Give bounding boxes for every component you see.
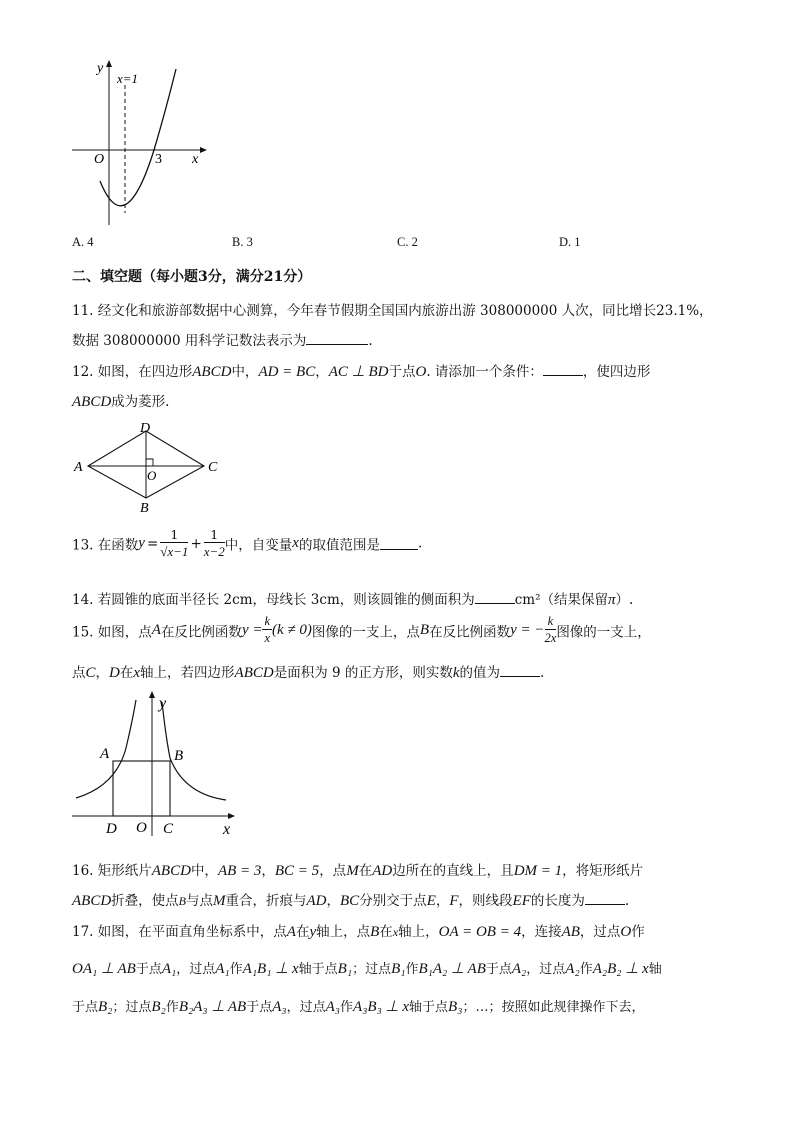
q15-quad: ABCD (234, 665, 274, 681)
q15-end: . (540, 665, 545, 681)
q16-point-m: M (213, 893, 226, 909)
q16-point-f: F (449, 893, 459, 909)
q13-fraction-1 (160, 527, 188, 560)
q12-line2 (72, 390, 169, 411)
q17-var-x: x (392, 925, 399, 939)
option-c-letter: C. (397, 235, 409, 249)
q17-point: A₃ (272, 999, 287, 1015)
point-d-label: D (106, 821, 117, 837)
q16-text: ， (326, 893, 341, 909)
q17-point: A₂ (511, 961, 527, 977)
point-o-label: O (147, 468, 157, 483)
q15-text: 轴上，若四边形 (140, 665, 235, 681)
q15-func2-denominator: 2x (544, 631, 557, 645)
q16-segment-ad: AD (306, 893, 327, 909)
q17-text: ；过点 (112, 1000, 152, 1015)
q17-text: 作 (340, 1000, 354, 1015)
q17-point: A₁ (161, 961, 177, 977)
q17-point: B₁ (391, 961, 406, 977)
q15-func2-numerator: k (545, 614, 557, 630)
q13-answer-blank[interactable] (380, 537, 418, 550)
q15-text: 点 (72, 665, 86, 681)
q16-text: 与点 (186, 893, 214, 909)
option-b-value: 3 (246, 235, 253, 249)
q14-answer-blank[interactable] (475, 591, 515, 604)
q17-point: A₂ (565, 961, 580, 977)
q15-var-k: k (452, 665, 460, 681)
q16-ab: AB = 3 (217, 863, 262, 879)
q17-text: ，过点 (286, 1000, 326, 1015)
q17-text: ，过点 (526, 962, 566, 977)
x-axis-arrow (200, 147, 207, 153)
q17-point: B₁ (337, 961, 353, 977)
q17-relation: B₂A₃ ⊥ AB (178, 999, 247, 1015)
rhombus-figure (66, 418, 226, 516)
q17-segment-ab: AB (561, 924, 580, 940)
symmetry-axis-label: x=1 (117, 71, 139, 86)
q16-text: 重合，折痕与 (225, 893, 307, 909)
q17-text: 轴于点 (409, 1000, 449, 1015)
q17-point: A₁ (215, 961, 230, 977)
q16-bc: BC = 5 (274, 863, 320, 879)
vertex-b-label: B (140, 501, 149, 516)
q17-text: 作 (579, 962, 593, 977)
q12-text: 12. 如图，在四边形 (72, 364, 193, 380)
q17-point: A₃ (325, 999, 341, 1015)
q15-text: 图像的一支上， (556, 624, 651, 641)
q16-dm: DM = 1 (513, 863, 563, 879)
vertex-c-label: C (208, 460, 218, 475)
q12-point: O (415, 364, 427, 380)
parabola-curve (100, 69, 176, 206)
x-axis-arrow (228, 813, 235, 819)
y-axis-arrow (149, 691, 155, 698)
q17-relation: OA₁ ⊥ AB (72, 961, 136, 977)
q12-text: 于点 (388, 364, 416, 380)
q15-var-x: x (133, 665, 141, 681)
q12-line1 (72, 360, 650, 381)
x-axis-label: x (223, 821, 231, 838)
q17-var-y: y (309, 924, 317, 940)
q14-line (72, 588, 633, 609)
q17-text: 轴于点 (298, 962, 338, 977)
vertex-a-label: A (74, 460, 83, 475)
q11-line1: 11. 经文化和旅游部数据中心测算，今年春节假期全国国内旅游出游 308000000 人次，同比增长23.1%， (72, 303, 713, 319)
origin-label: O (94, 152, 105, 167)
q12-answer-blank[interactable] (543, 363, 583, 376)
q16-text: 的长度为 (530, 893, 585, 909)
q14-pi: π (608, 592, 616, 608)
q16-point-m: M (346, 863, 359, 879)
q12-quad: ABCD (72, 394, 112, 410)
q12-condition-1: AD = BC (258, 364, 316, 380)
q13-denominator-1: √x−1 (160, 544, 189, 559)
q17-text: 作 (405, 962, 419, 977)
x-axis-label: x (192, 152, 199, 167)
q13-numerator-1: 1 (160, 527, 188, 543)
q17-text: 17. 如图，在平面直角坐标系中，点 (72, 924, 287, 940)
q17-point-a: A (286, 924, 296, 940)
q15-point-b: B (419, 622, 430, 638)
option-d (559, 235, 581, 250)
q17-text: 轴 (648, 962, 662, 977)
point-a-label: A (100, 746, 110, 762)
q15-text: 是面积为 9 的正方形，则实数 (273, 665, 453, 681)
q16-point-e: E (426, 893, 436, 909)
q11-answer-blank[interactable] (306, 332, 368, 345)
q13-end: . (417, 535, 423, 552)
q16-text: ，则线段 (458, 893, 513, 909)
q13-numerator-2: 1 (204, 527, 225, 543)
q17-text: 在 (295, 924, 310, 940)
q17-text: 于点 (72, 1000, 99, 1015)
q12-text: ， (315, 364, 329, 380)
q11-line2 (72, 329, 373, 349)
q17-line2 (72, 958, 662, 978)
q12-condition-2: AC ⊥ BD (328, 364, 389, 380)
q12-text: . 请添加一个条件： (426, 364, 543, 380)
q13-denominator-2: x−2 (203, 544, 225, 559)
q17-relation: A₃B₃ ⊥ x (353, 999, 410, 1015)
q13-var-y: y (138, 535, 145, 551)
q17-point: B₂ (98, 999, 113, 1015)
inverse-function-graph (66, 688, 244, 838)
point-c-label: C (163, 821, 174, 837)
square-abcd (113, 761, 170, 816)
q15-text: ， (95, 665, 110, 681)
q17-text: ；…；按照如此规律操作下去， (462, 1000, 645, 1015)
q14-text: 14. 若圆锥的底面半径长 2cm，母线长 3cm，则该圆锥的侧面积为 (72, 592, 475, 608)
q17-relation: A₁B₁ ⊥ x (242, 961, 299, 977)
y-axis-label: y (159, 695, 167, 712)
q16-quad: ABCD (151, 863, 191, 879)
q16-segment-ad: AD (372, 863, 393, 879)
option-b-letter: B. (232, 235, 244, 249)
q16-text: 中， (190, 863, 218, 879)
hyperbola-right-branch (162, 702, 226, 800)
q17-text: 作 (229, 962, 243, 977)
q14-end: ）. (615, 592, 634, 608)
q16-text: ， (435, 893, 450, 909)
q15-func2-lhs: y = − (510, 622, 545, 638)
q17-text: ，连接 (521, 924, 562, 940)
q17-text: 于点 (246, 1000, 273, 1015)
q17-text: ，过点 (176, 962, 216, 977)
option-b (232, 235, 253, 250)
q13-fraction-2 (204, 527, 225, 560)
q17-relation: B₁A₂ ⊥ AB (418, 961, 486, 977)
q15-func1-lhs: y = (241, 622, 263, 638)
q16-text: 折叠，使点 (111, 893, 179, 909)
q17-text: 于点 (135, 962, 162, 977)
q17-text: 轴上，点 (316, 924, 371, 940)
option-d-letter: D. (559, 235, 572, 249)
origin-label: O (136, 820, 147, 836)
y-axis-label: y (97, 61, 104, 76)
option-a (72, 235, 94, 250)
q13-plus: + (190, 535, 202, 552)
q15-text: 图像的一支上，点 (311, 624, 420, 641)
q17-line1 (72, 920, 645, 941)
root-label: 3 (155, 152, 162, 167)
q17-equation: OA = OB = 4 (438, 924, 522, 940)
q16-end: . (624, 893, 630, 909)
q13-text: 中，自变量 (224, 537, 293, 554)
q17-text: 在 (379, 924, 393, 940)
q13-text: 13. 在函数 (72, 537, 139, 554)
q12-text: 成为菱形. (111, 394, 170, 410)
q16-line1 (72, 859, 643, 880)
q17-point: B₂ (151, 999, 166, 1015)
right-angle-mark (146, 459, 153, 466)
q14-unit: cm²（结果保留 (514, 592, 609, 608)
q15-func2-fraction (545, 614, 557, 647)
option-a-letter: A. (72, 235, 85, 249)
q13-equals: = (146, 535, 159, 552)
q15-func1-fraction (262, 614, 272, 647)
q13-text: 的取值范围是 (298, 537, 380, 554)
q15-text: 的值为 (459, 665, 501, 681)
q16-answer-blank[interactable] (585, 892, 625, 905)
q15-text: 15. 如图，点 (72, 624, 152, 641)
q15-func1-condition: (k ≠ 0) (272, 622, 312, 638)
q11-end: . (368, 333, 373, 349)
q17-text: 轴上， (398, 924, 439, 940)
q16-text: ，将矩形纸片 (562, 863, 644, 879)
q12-text: 中， (231, 364, 259, 380)
point-b-label: B (174, 748, 184, 764)
option-c (397, 235, 418, 250)
q17-text: 作 (631, 924, 645, 940)
q15-line2 (72, 661, 544, 682)
q17-relation: A₂B₂ ⊥ x (592, 961, 649, 977)
option-d-value: 1 (574, 235, 581, 249)
q17-point-o: O (620, 924, 632, 940)
q16-text: 16. 矩形纸片 (72, 863, 152, 879)
q15-text: 在反比例函数 (160, 624, 242, 641)
q15-func1-numerator: k (264, 614, 271, 628)
q15-func1-denominator: x (264, 631, 271, 645)
option-c-value: 2 (411, 235, 418, 249)
q16-segment-ef: EF (512, 893, 531, 909)
q15-point-a: A (151, 622, 161, 638)
y-axis-arrow (106, 60, 112, 67)
q15-point-c: C (85, 665, 96, 681)
q17-point-b: B (370, 924, 380, 940)
q11-text: 数据 308000000 用科学记数法表示为 (72, 333, 307, 349)
q17-text: 于点 (485, 962, 512, 977)
q15-point-d: D (109, 665, 120, 681)
q16-text: 分别交于点 (359, 893, 427, 909)
q16-text: 边所在的直线上，且 (392, 863, 514, 879)
q17-point: B₃ (448, 999, 463, 1015)
q15-answer-blank[interactable] (500, 664, 540, 677)
q16-text: ， (261, 863, 275, 879)
q16-text: 在 (358, 863, 373, 879)
vertex-d-label: D (140, 421, 151, 436)
q17-text: ，过点 (579, 924, 621, 940)
q16-line2 (72, 889, 629, 910)
q16-point-b: B (178, 894, 187, 908)
option-a-value: 4 (87, 235, 94, 249)
q17-line3 (72, 996, 644, 1016)
q16-quad: ABCD (72, 893, 112, 909)
q16-segment-bc: BC (340, 893, 360, 909)
section-title: 二、填空题（每小题3分，满分21分） (72, 269, 312, 285)
q13-line (72, 527, 422, 560)
q12-text: ，使四边形 (582, 364, 651, 380)
q13-var-x: x (292, 535, 299, 551)
q17-text: 作 (165, 1000, 179, 1015)
q17-text: ；过点 (352, 962, 392, 977)
q16-text: ，点 (319, 863, 347, 879)
parabola-graph (66, 55, 216, 230)
q15-text: 在 (119, 665, 134, 681)
q15-line1 (72, 614, 651, 647)
q12-quad: ABCD (192, 364, 232, 380)
q15-text: 在反比例函数 (429, 624, 511, 641)
